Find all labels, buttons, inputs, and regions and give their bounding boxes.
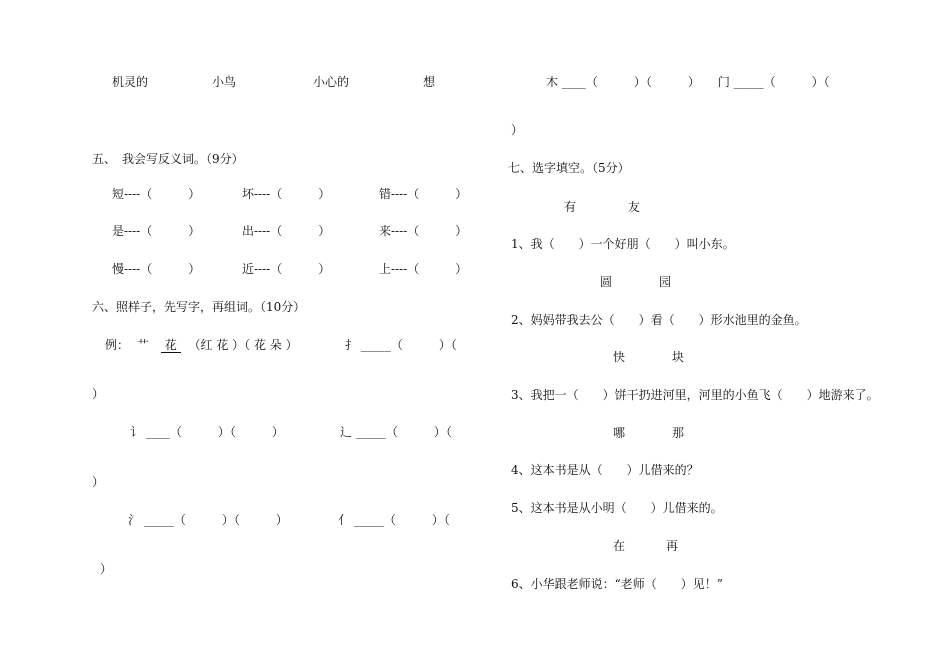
question-2: 2、妈妈带我去公（ ）看（ ）形水池里的金鱼。 (511, 313, 807, 327)
word-xiaoniao: 小鸟 (212, 75, 237, 89)
example-char: 花 (161, 338, 181, 353)
choice-char: 园 (659, 275, 672, 289)
radical-zou-item: 辶 _____（ ）（ (340, 425, 452, 439)
radical-yan-item: 讠 ____（ ）（ ） (130, 425, 284, 439)
choice-char: 友 (628, 200, 641, 214)
choice-char: 快 (613, 350, 626, 364)
antonym-item: 来----（ ） (379, 224, 468, 238)
antonym-item: 上----（ ） (379, 262, 468, 276)
question-6: 6、小华跟老师说：“老师（ ）见！” (511, 577, 723, 591)
mu-men-line: 木 ____（ ）（ ） 门 _____（ ）（ (546, 75, 830, 89)
mu-men-line-end: ） (511, 123, 524, 137)
section-5-title: 五、 我会写反义词。（9分） (92, 152, 244, 166)
question-1: 1、我（ ）一个好朋（ ）叫小东。 (511, 237, 735, 251)
choice-char: 圆 (600, 275, 613, 289)
question-3: 3、我把一（ ）饼干扔进河里，河里的小鱼飞（ ）地游来了。 (511, 388, 879, 402)
choice-char: 有 (564, 200, 577, 214)
example-prefix: 例： (105, 338, 130, 352)
antonym-item: 出----（ ） (242, 224, 331, 238)
antonym-item: 短----（ ） (112, 187, 201, 201)
line-end: ） (92, 387, 105, 401)
example-words: （红 花 ）（ 花 朵 ） (188, 338, 298, 352)
antonym-item: 是----（ ） (112, 224, 201, 238)
example-radical: 艹 (136, 338, 149, 352)
line-end: ） (100, 562, 113, 576)
word-xiaoxin: 小心的 (313, 75, 350, 89)
antonym-item: 近----（ ） (242, 262, 331, 276)
line-end: ） (92, 475, 105, 489)
choice-char: 再 (666, 539, 679, 553)
radical-shui-item: 氵 _____（ ）（ ） (128, 513, 288, 527)
section-7-title: 七、选字填空。（5分） (508, 161, 630, 175)
antonym-item: 错----（ ） (379, 187, 468, 201)
radical-ren-item: 亻 _____（ ）（ (338, 513, 450, 527)
choice-char: 哪 (613, 426, 626, 440)
choice-char: 在 (613, 539, 626, 553)
question-5: 5、这本书是从小明（ ）儿借来的。 (511, 501, 723, 515)
choice-char: 那 (672, 426, 685, 440)
radical-shou-item: 扌 _____（ ）（ (345, 338, 457, 352)
word-jiling: 机灵的 (112, 75, 149, 89)
word-xiang: 想 (423, 75, 436, 89)
example-line (105, 338, 298, 352)
section-6-title: 六、照样子，先写字，再组词。（10分） (92, 300, 306, 314)
antonym-item: 坏----（ ） (242, 187, 331, 201)
question-4: 4、这本书是从（ ）儿借来的？ (511, 463, 699, 477)
antonym-item: 慢----（ ） (112, 262, 201, 276)
choice-char: 块 (672, 350, 685, 364)
